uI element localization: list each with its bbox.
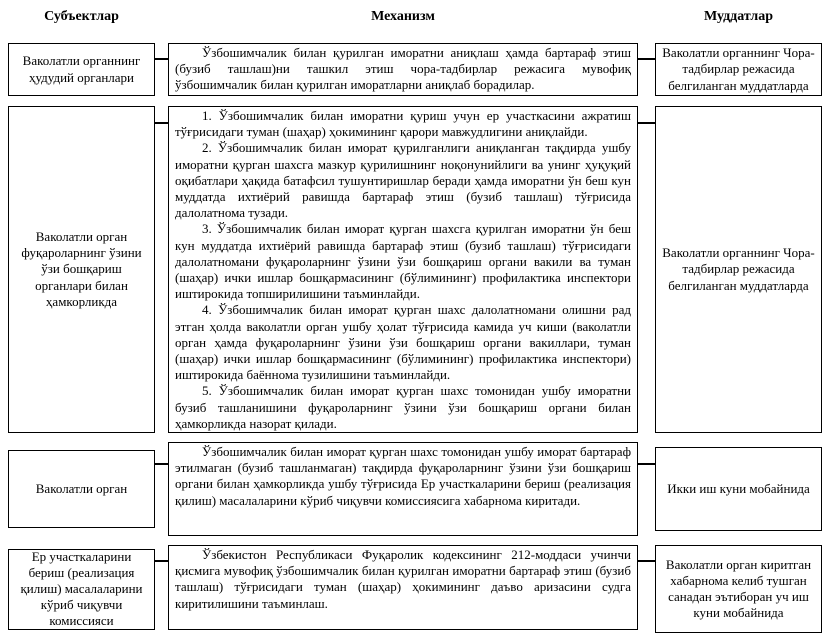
mechanism-box [168,545,638,630]
connector-gap [155,545,168,633]
connector-line [637,58,656,60]
flow-row-2 [8,106,822,433]
connector-gap [638,545,655,633]
connector-line [154,122,169,124]
header-spacer [638,8,655,26]
mechanism-box [168,43,638,96]
connector-line [637,463,656,465]
mechanism-paragraph: 1. Ўзбошимчалик билан иморатни қуриш учун ер участкасини ажратиш тўғрисидаги туман (шаҳар) ҳокимининг қарори мавжудлигини аниқлайди. [175,108,631,140]
flow-row-3 [8,442,822,536]
subject-box: Ваколатли орган [8,450,155,528]
mechanism-paragraph: 5. Ўзбошимчалик билан иморат қурган шахс томонидан ушбу иморатни бузиб ташланишини фуқароларнинг ўзини ўзи бошқариш органи билан ҳамкорликда назорат қилади. [175,383,631,431]
connector-gap [638,106,655,433]
subject-box: Ваколатли органнинг ҳудудий органлари [8,43,155,96]
connector-gap [155,43,168,96]
mechanism-paragraph: 4. Ўзбошимчалик билан иморат қурган шахс далолатномани олишни рад этган ҳолда ваколатли орган ушбу ҳолат тўғрисида камида уч киши (ваколатли орган ҳамда фуқароларнинг ўзини ўзи бошқариш органи вакиллари, туман (шаҳар) ички ишлар бошқармасининг (бўлимининг) профилактика инспектори) иштирокида баённома тузилишини таъминлайди. [175,302,631,383]
mechanism-paragraph: Ўзбошимчалик билан қурилган иморатни аниқлаш ҳамда бартараф этиш (бузиб ташлаш)ни ташкил этиш чора-тадбирлар режасига мувофиқ ўзбошимчалик билан қурилган иморатларни аниқлаб борадилар. [175,45,631,93]
column-header-subjects: Субъектлар [44,9,119,24]
mechanism-paragraph: 2. Ўзбошимчалик билан иморат қурилганлиги аниқланган тақдирда ушбу иморатни қурган шахсга мазкур қурилишнинг ноқонунийлиги ва унинг ҳуқуқий оқибатлари ҳақида батафсил тушунтиришлар беради ҳамда иморатни ўн беш кун муддатда ихтиёрий равишда бартараф этиш (бузиб ташлаш) тўғрисида далолатнома тузади. [175,140,631,221]
column-header-terms: Муддатлар [703,9,774,24]
connector-line [154,463,169,465]
connector-line [154,560,169,562]
connector-line [637,122,656,124]
connector-gap [638,43,655,96]
mechanism-paragraph: Ўзбекистон Республикаси Фуқаролик кодексининг 212-моддаси учинчи қисмига мувофиқ ўзбошимчалик билан қурилган иморатни бартараф этиш (бузиб ташлаш) тўғрисидаги туман (шаҳар) ҳокимининг даъво аризасини судга киритилишини таъминлаш. [175,547,631,611]
connector-gap [155,106,168,433]
subject-box: Ер участкаларини бериш (реализация қилиш) масалаларини кўриб чиқувчи комиссияси [8,549,155,630]
connector-line [154,58,169,60]
column-headers [8,8,822,26]
term-box: Ваколатли органнинг Чора-тадбирлар режасида белгиланган муддатларда [655,43,822,96]
mechanism-box [168,442,638,536]
mechanism-box [168,106,638,433]
flow-row-1 [8,43,822,96]
term-box: Икки иш куни мобайнида [655,447,822,531]
header-spacer [155,8,168,26]
flow-row-4 [8,545,822,633]
connector-gap [638,442,655,536]
term-box: Ваколатли орган киритган хабарнома келиб тушган санадан эътиборан уч иш куни мобайнида [655,545,822,633]
term-box: Ваколатли органнинг Чора-тадбирлар режасида белгиланган муддатларда [655,106,822,433]
column-header-mechanism: Механизм [371,9,435,24]
mechanism-paragraph: Ўзбошимчалик билан иморат қурган шахс томонидан ушбу иморат бартараф этилмаган (бузиб ташланмаган) тақдирда фуқароларнинг ўзини ўзи бошқариш органи билан ҳамкорликда ушбу тўғрисида Ер участкаларини бериш (реализация қилиш) масалаларини кўриб чиқувчи комиссиясига хабарнома киритади. [175,444,631,508]
subject-box: Ваколатли орган фуқароларнинг ўзини ўзи бошқариш органлари билан ҳамкорликда [8,106,155,433]
connector-line [637,560,656,562]
connector-gap [155,442,168,536]
mechanism-paragraph: 3. Ўзбошимчалик билан иморат қурган шахсга қурилган иморатни ўн беш кун муддатда ихтиёрий равишда бартараф этиш (бузиб ташлаш) тўғрисидаги далолатномани фуқароларнинг ўзини ўзи бошқариш органи вакили ва туман (шаҳар) ички ишлар бошқармасининг (бўлимининг) профилактика инспектори иштирокида топширилишини таъминлайди. [175,221,631,302]
